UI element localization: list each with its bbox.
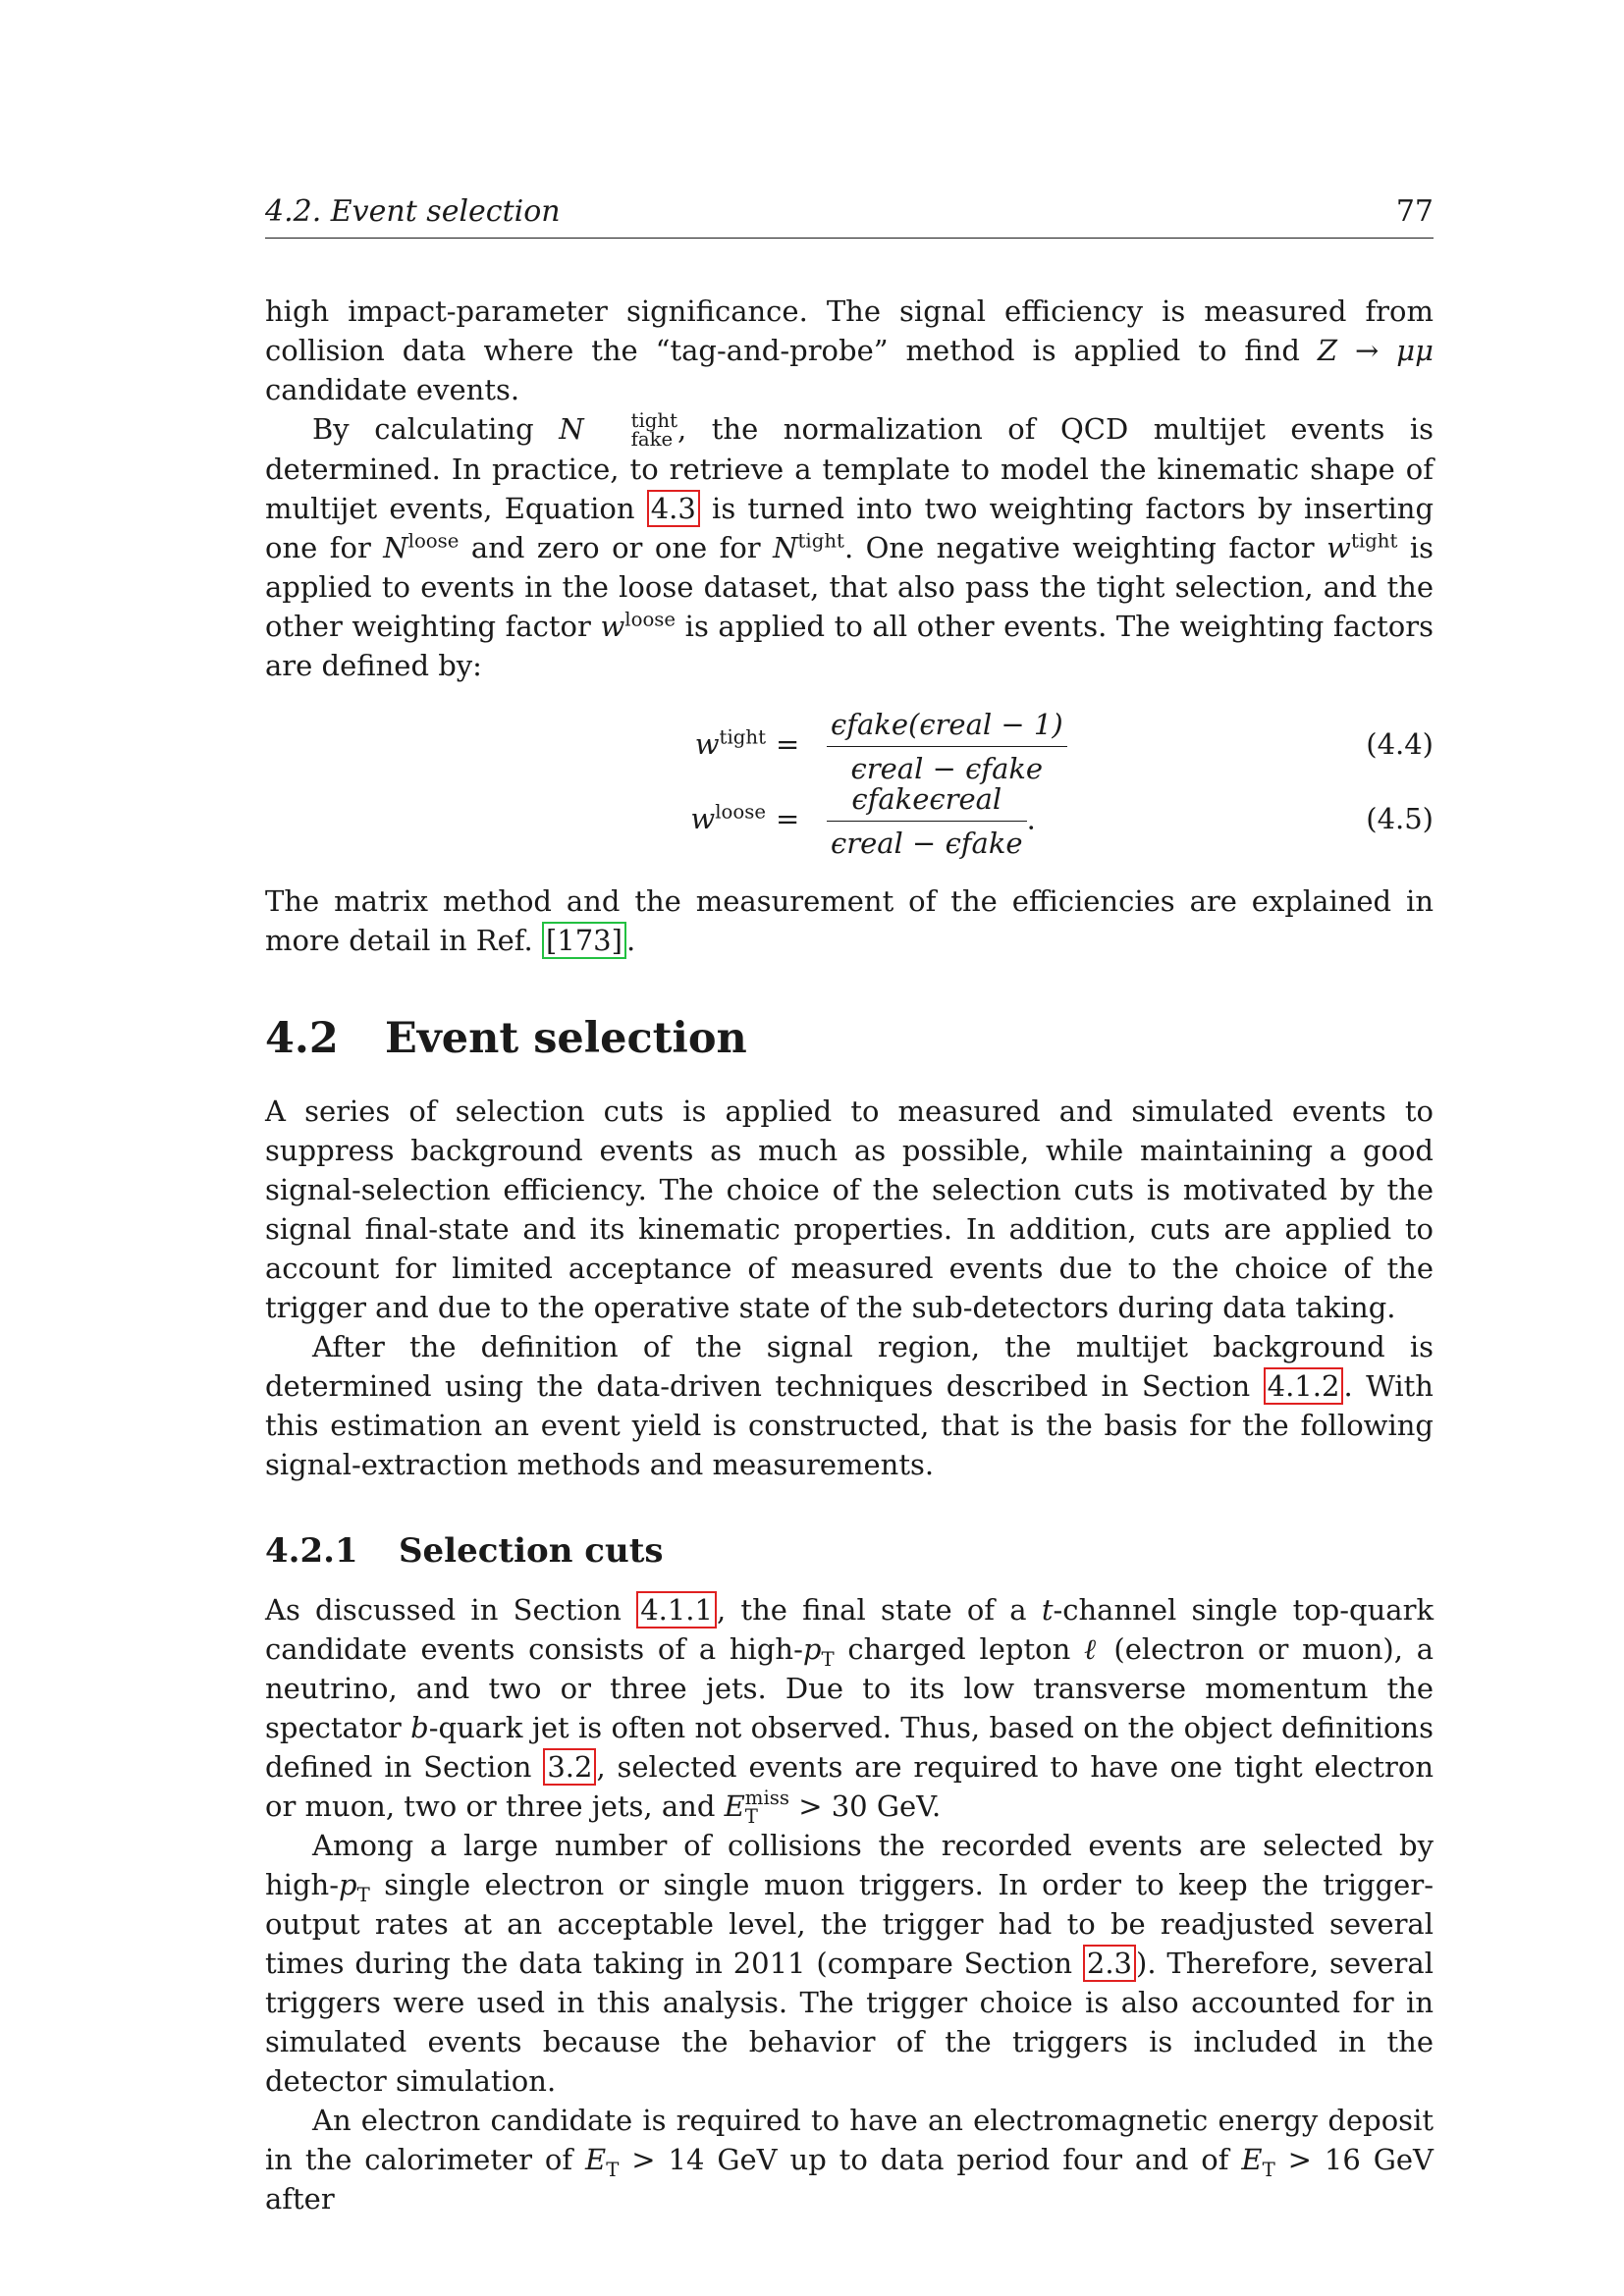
section-heading [265,1011,1434,1066]
paragraph-final-state: As discussed in Section 4.1.1 , the final state of a t-channel single top-quark candidate events consists of a high-$p_T$ charged lepton ℓ (electron or muon), a neutrino, and two or three jets. Due to its low transverse momentum the spectator b-quark jet is often not observed. Thus, based on the object definitions defined in Section 3.2 , selected events are required to have one tight electron or muon, two or three jets, and E miss T > 30 GeV. [265,1592,1435,1828]
section-ref-link[interactable]: 4.1.1 [636,1591,717,1629]
equation-4-5: $w^{loose}$ = $\frac{\text{ϵfakeϵreal}}{\text{ϵreal − ϵfake}}$ . (4.5) [265,779,1434,858]
page-number: 77 [1395,194,1434,229]
header-rule [265,238,1434,239]
equation-ref-link[interactable]: 4.3 [647,490,700,527]
running-title: 4.2. Event selection [265,194,561,229]
paragraph-matrix-method: The matrix method and the measurement of the efficiencies are explained in more detail in Ref. [173] . [265,883,1434,957]
subsection-number: 4.2.1 [265,1530,358,1571]
section-ref-link[interactable]: 2.3 [1083,1945,1136,1982]
paragraph-weighting: By calculating N tight fake , the normalization of QCD multijet events is determined. In practice, to retrieve a template to model the kinematic shape of multijet events, Equation 4.3 is turned into two weighting factors by inserting one for $N^{loose}$ and zero or one for $N^{tight}$. One negative weighting factor $w^{tight}$ is applied to events in the loose dataset, that also pass the tight selection, and the other weighting factor $w^{loose}$ is applied to all other events. The weighting factors are defined by: [265,409,1435,682]
section-ref-link[interactable]: 3.2 [543,1748,596,1786]
equation-number: (4.4) [1366,726,1434,761]
equation-4-4: $w^{tight}$ = $\frac{\text{ϵfake(ϵreal − 1)}}{\text{ϵreal − ϵfake}}$ (4.4) [265,705,1434,783]
subsection-heading [265,1529,1434,1573]
fraction-numerator: ϵfake(ϵreal − 1) [827,705,1067,747]
paragraph-triggers: Among a large number of collisions the recorded events are selected by high-$p_T$ single electron or single muon triggers. In order to keep the trigger-output rates at an acceptable level, the trigger had to be readjusted several times during the data taking in 2011 (compare Section 2.3 ). Therefore, several triggers were used in this analysis. The trigger choice is also accounted for in simulated events because the behavior of the triggers is included in the detector simulation. [265,1829,1434,2099]
paragraph-electron-candidate: An electron candidate is required to have an electromagnetic energy deposit in the calorimeter of $E_T > 14$ GeV up to data period four and of $E_T > 16$ GeV after [265,2104,1434,2216]
fraction-denominator: ϵreal − ϵfake [831,826,1023,860]
section-number: 4.2 [265,1013,339,1063]
paragraph-signal-region: After the definition of the signal region, the multijet background is determined using the data-driven techniques described in Section 4.1.2 . With this estimation an event yield is constructed, that is the basis for the following signal-extraction methods and measurements. [265,1329,1434,1481]
fraction-numerator: ϵfakeϵreal [827,779,1027,822]
section-ref-link[interactable]: 4.1.2 [1264,1367,1344,1405]
fraction-denominator: ϵreal − ϵfake [850,751,1044,785]
body-text [265,292,1434,2218]
paragraph-selection-intro: A series of selection cuts is applied to measured and simulated events to suppress background events as much as possible, while maintaining a good signal-selection efficiency. The choice of the selection cuts is motivated by the signal final-state and its kinematic properties. In addition, cuts are applied to account for limited acceptance of measured events due to the choice of the trigger and due to the operative state of the sub-detectors during data taking. [265,1094,1434,1324]
subsection-title: Selection cuts [399,1530,664,1571]
equation-block [265,705,1434,878]
section-title: Event selection [385,1013,747,1063]
paragraph-continuation: high impact-parameter significance. The signal efficiency is measured from collision data where the “tag-and-probe” method is applied to find Z → μμ candidate events. [265,294,1434,406]
citation-link[interactable]: [173] [542,922,626,959]
running-header [265,194,1434,229]
equation-number: (4.5) [1366,801,1434,835]
